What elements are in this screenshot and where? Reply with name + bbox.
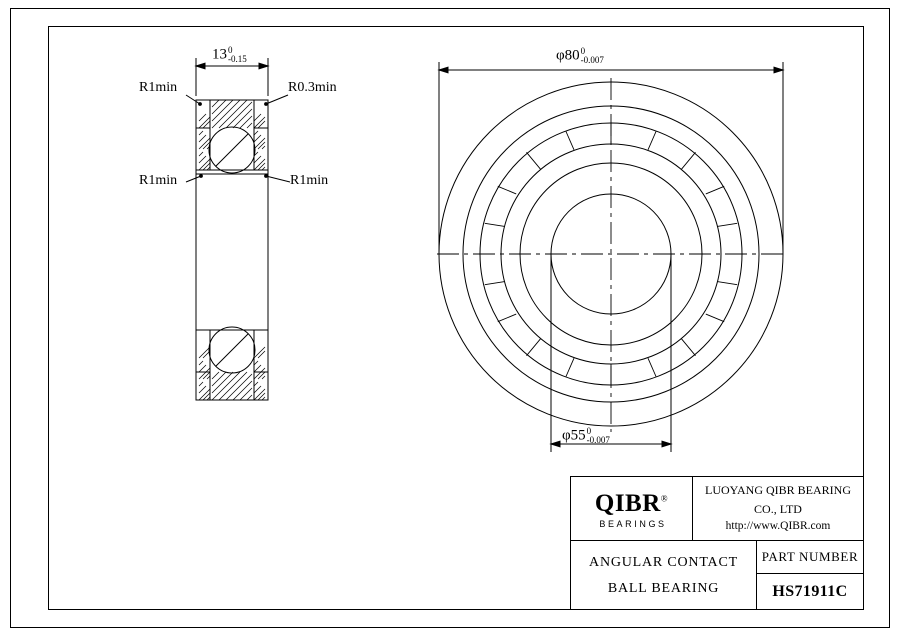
label-r1min-mid-left: R1min bbox=[139, 173, 178, 188]
dim-od-tol-upper: 0 bbox=[580, 46, 586, 56]
company-url[interactable]: http://www.QIBR.com bbox=[725, 520, 831, 533]
part-number-value: HS71911C bbox=[772, 583, 848, 600]
title-block-header bbox=[571, 477, 863, 541]
dim-width-value: 13 bbox=[212, 46, 227, 63]
logo-text bbox=[595, 491, 668, 516]
company-info bbox=[693, 481, 863, 536]
product-description-line1: ANGULAR CONTACT bbox=[589, 554, 738, 570]
dim-bore-tol-upper: 0 bbox=[586, 426, 592, 436]
logo-wordmark: QIBR bbox=[594, 489, 661, 517]
label-r1min-mid-right: R1min bbox=[290, 173, 329, 188]
product-description bbox=[571, 541, 757, 610]
dim-label-outer-diameter bbox=[556, 47, 604, 66]
product-description-line2: BALL BEARING bbox=[607, 580, 720, 596]
phi-symbol-bore: φ bbox=[562, 427, 571, 444]
dim-label-width bbox=[212, 46, 247, 65]
title-block bbox=[570, 476, 864, 610]
dim-od-tol-lower: -0.007 bbox=[580, 55, 604, 66]
phi-symbol-od: φ bbox=[556, 47, 565, 64]
part-number-cell bbox=[757, 541, 863, 610]
company-logo bbox=[571, 477, 693, 540]
dim-od-value: 80 bbox=[564, 47, 580, 64]
dim-label-bore-diameter bbox=[562, 427, 610, 446]
label-r1min-top-left: R1min bbox=[139, 80, 178, 95]
dim-width-tol-upper: 0 bbox=[228, 45, 233, 55]
title-block-body bbox=[571, 541, 863, 610]
registered-trademark-icon: ® bbox=[660, 493, 669, 504]
company-name: LUOYANG QIBR BEARING CO., LTD bbox=[705, 483, 851, 516]
dim-bore-tol-lower: -0.007 bbox=[586, 435, 610, 446]
dim-bore-value: 55 bbox=[570, 427, 586, 444]
part-number-label: PART NUMBER bbox=[757, 541, 863, 574]
label-r03min: R0.3min bbox=[288, 80, 337, 95]
dim-width-tol-lower: -0.15 bbox=[228, 54, 247, 65]
logo-subtext: BEARINGS bbox=[599, 518, 667, 529]
